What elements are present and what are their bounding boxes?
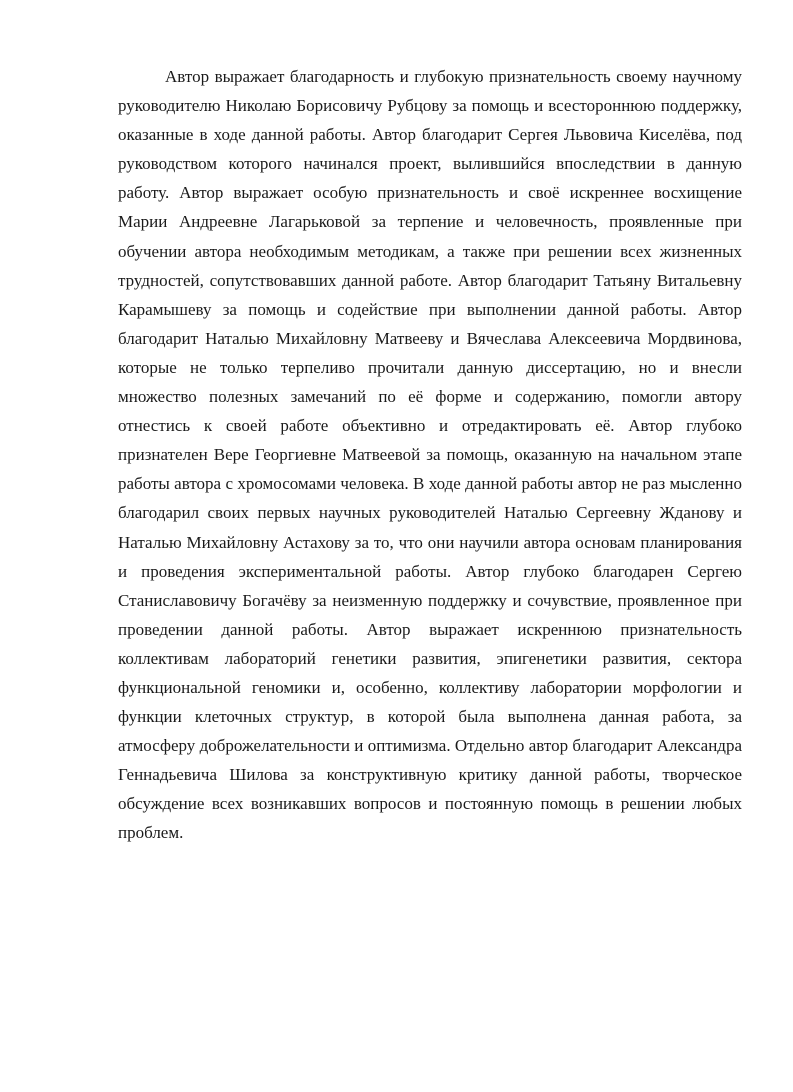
acknowledgement-paragraph: Автор выражает благодарность и глубокую признательность своему научному руководителю Николаю Борисовичу Рубцову за помощь и всестороннюю поддержку, оказанные в ходе данной работы. Автор благодарит Сергея Львовича Киселёва, под руководством которого начинался проект, вылившийся впоследствии в данную работу. Автор выражает особую признательность и своё искреннее восхищение Марии Андреевне Лагарьковой за терпение и человечность, проявленные при обучении автора необходимым методикам, а также при решении всех жизненных трудностей, сопутствовавших данной работе. Автор благодарит Татьяну Витальевну Карамышеву за помощь и содействие при выполнении данной работы. Автор благодарит Наталью Михайловну Матвееву и Вячеслава Алексеевича Мордвинова, которые не только терпеливо прочитали данную диссертацию, но и внесли множество полезных замечаний по её форме и содержанию, помогли автору отнестись к своей работе объективно и отредактировать её. Автор глубоко признателен Вере Георгиевне Матвеевой за помощь, оказанную на начальном этапе работы автора с хромосомами человека. В ходе данной работы автор не раз мысленно благодарил своих первых научных руководителей Наталью Сергеевну Жданову и Наталью Михайловну Астахову за то, что они научили автора основам планирования и проведения экспериментальной работы. Автор глубоко благодарен Сергею Станиславовичу Богачёву за неизменную поддержку и сочувствие, проявленное при проведении данной работы. Автор выражает искреннюю признательность коллективам лабораторий генетики развития, эпигенетики развития, сектора функциональной геномики и, особенно, коллективу лаборатории морфологии и функции клеточных структур, в которой была выполнена данная работа, за атмосферу доброжелательности и оптимизма. Отдельно автор благодарит Александра Геннадьевича Шилова за конструктивную критику данной работы, творческое обсуждение всех возникавших вопросов и постоянную помощь в решении любых проблем. [118, 67, 742, 843]
